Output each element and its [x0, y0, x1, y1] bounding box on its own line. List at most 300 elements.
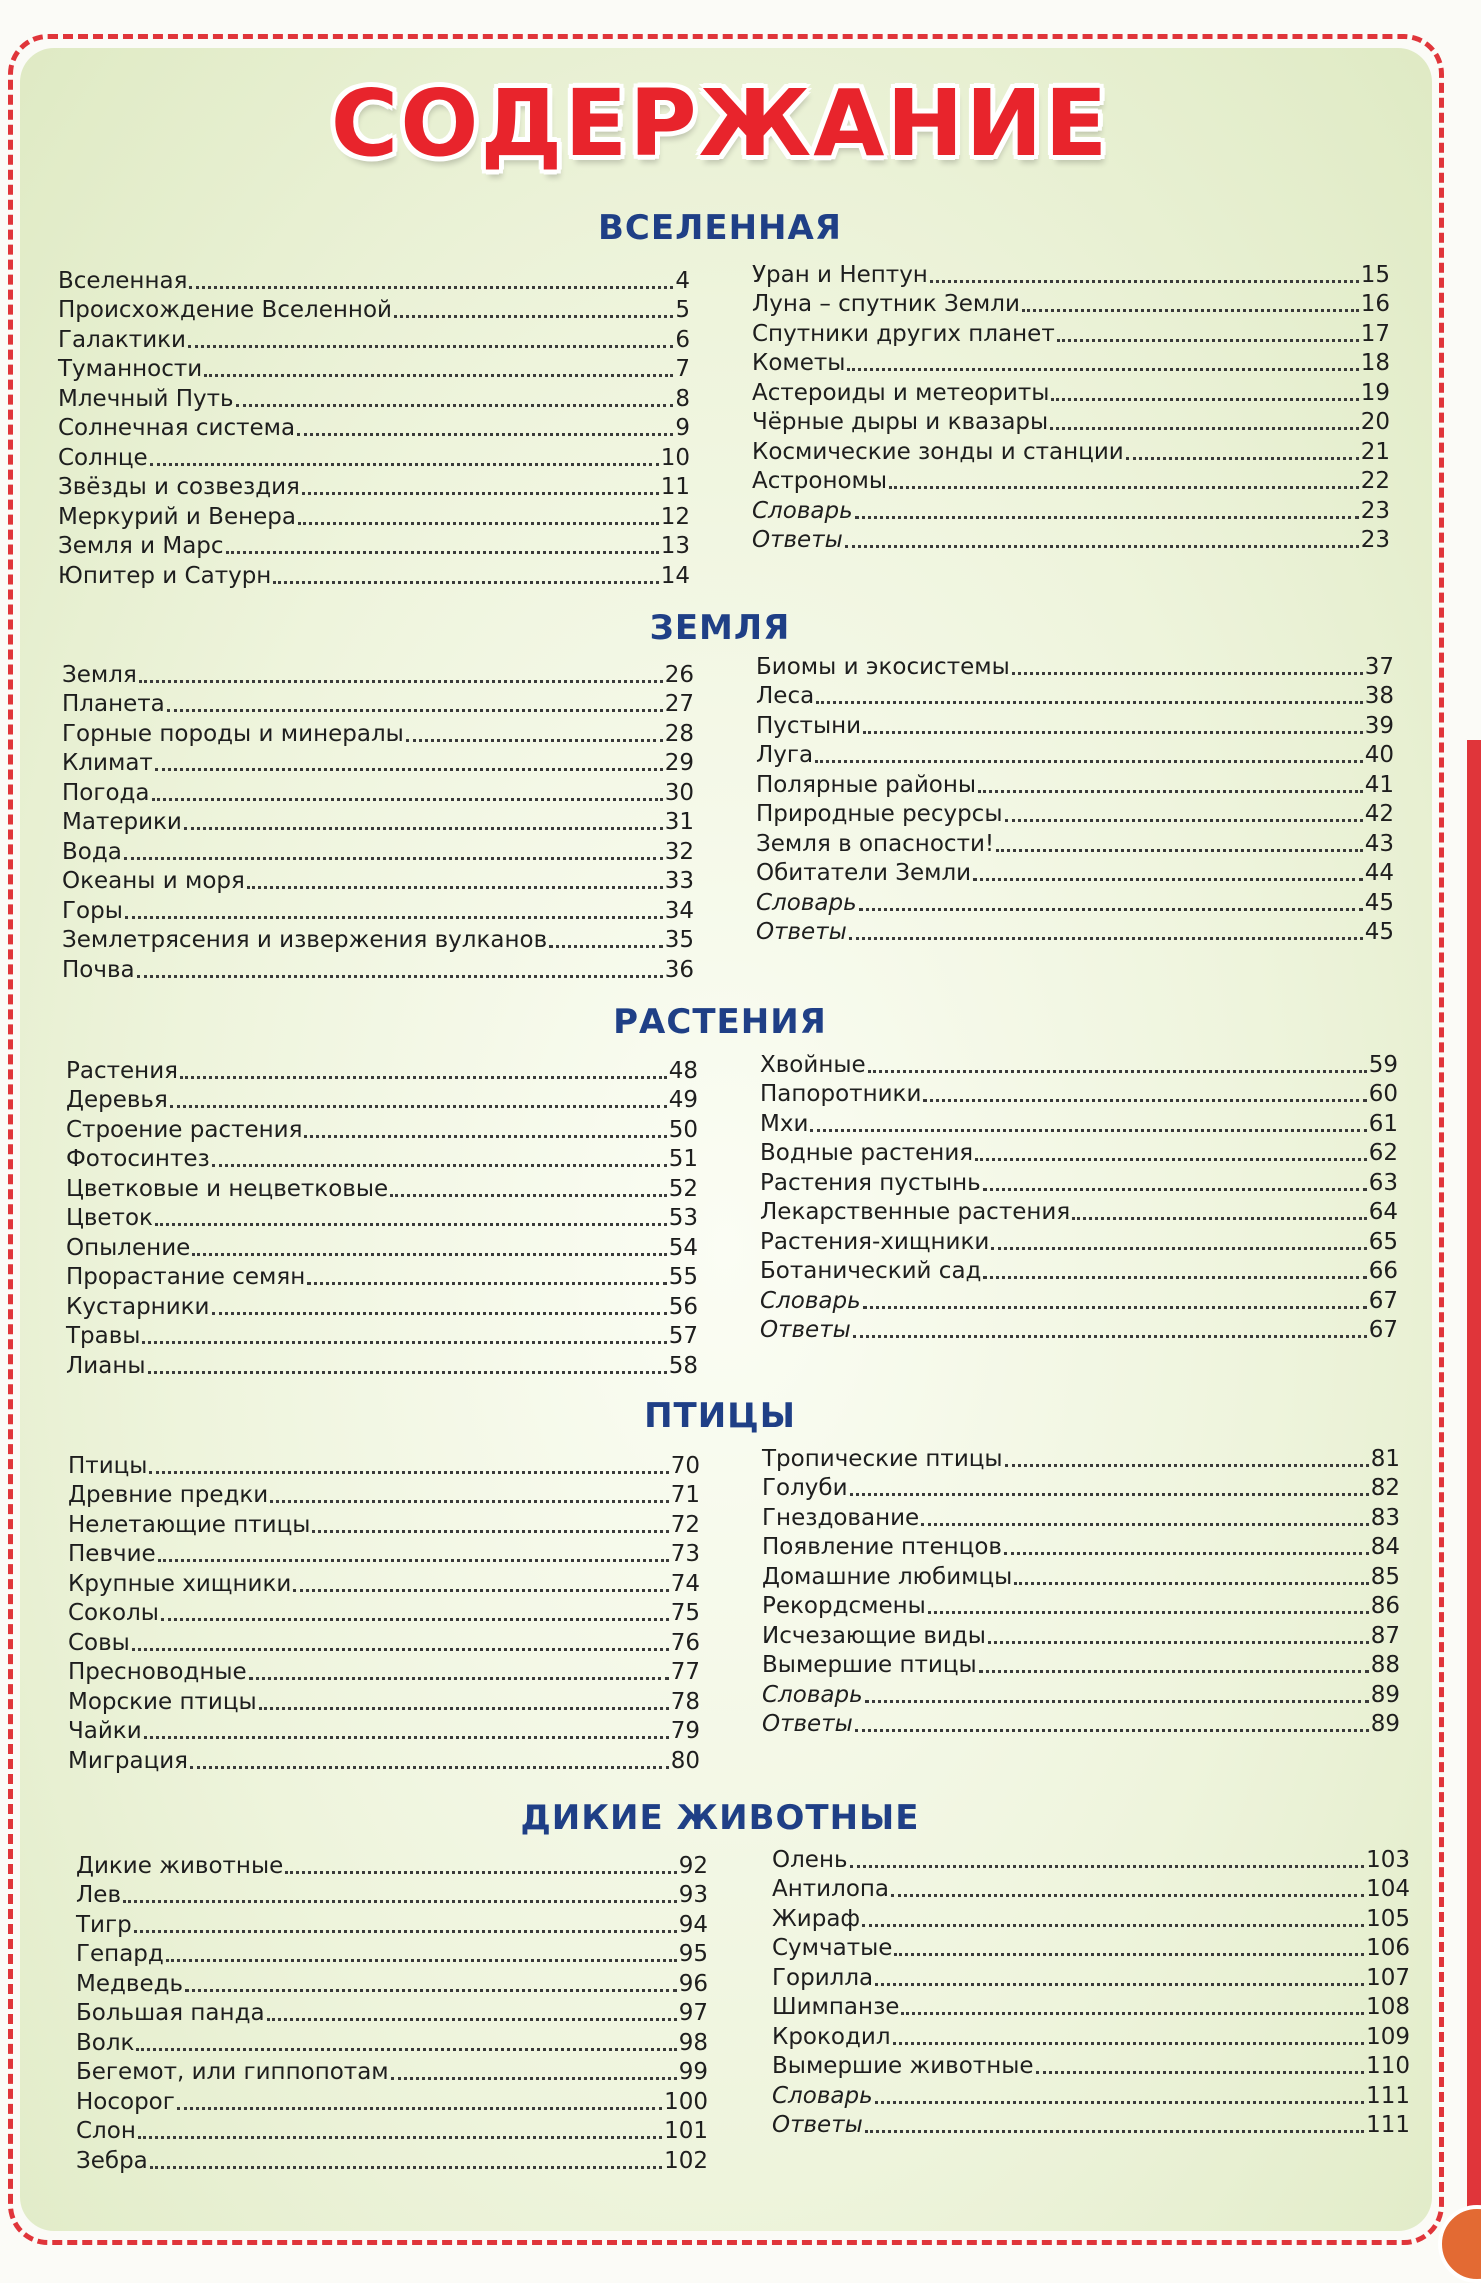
toc-entry[interactable] — [62, 747, 694, 777]
toc-entry-label: Ответы — [756, 919, 847, 945]
toc-entry-page: 32 — [664, 838, 694, 865]
toc-entry-label: Строение растения — [66, 1116, 303, 1143]
toc-entry-label: Спутники других планет — [752, 320, 1055, 347]
toc-entry[interactable] — [76, 1849, 708, 1879]
dot-leader — [853, 1335, 1367, 1338]
dot-leader — [134, 1930, 677, 1933]
toc-entry[interactable] — [752, 376, 1390, 406]
toc-entry-page: 74 — [670, 1570, 700, 1597]
toc-entry-page: 51 — [668, 1146, 698, 1172]
toc-entry-label: Древние предки — [68, 1482, 269, 1508]
dot-leader — [901, 2012, 1364, 2015]
toc-entry-label: Голуби — [762, 1475, 848, 1501]
dot-leader — [996, 849, 1363, 852]
toc-entry-label: Астрономы — [752, 468, 888, 494]
toc-entry[interactable] — [62, 835, 694, 865]
dot-leader — [249, 1677, 669, 1680]
toc-entry-page: 11 — [660, 474, 690, 500]
dot-leader — [155, 1223, 667, 1226]
toc-column-right — [752, 258, 1390, 553]
dot-leader — [815, 760, 1363, 763]
dot-leader — [259, 1707, 669, 1710]
toc-entry-label: Крокодил — [772, 2023, 891, 2050]
dot-leader — [304, 1135, 666, 1138]
toc-entry[interactable] — [772, 1902, 1410, 1932]
toc-entry-label: Ответы — [760, 1317, 851, 1343]
toc-entry-page: 29 — [664, 750, 694, 776]
toc-entry-label: Рекордсмены — [762, 1593, 926, 1619]
dot-leader — [855, 516, 1359, 519]
toc-entry-page: 33 — [664, 868, 694, 894]
toc-entry-page: 111 — [1366, 2082, 1410, 2109]
toc-entry-page: 63 — [1368, 1169, 1398, 1196]
toc-entry[interactable] — [760, 1225, 1398, 1255]
toc-entry-label: Астероиды и метеориты — [752, 379, 1050, 406]
toc-entry-label: Кустарники — [66, 1293, 210, 1320]
toc-entry[interactable] — [772, 2020, 1410, 2050]
toc-entry-label: Природные ресурсы — [756, 801, 1003, 827]
toc-entry-label: Вымершие птицы — [762, 1652, 977, 1678]
toc-entry-page: 93 — [678, 1882, 708, 1908]
toc-entry[interactable] — [772, 1932, 1410, 1962]
toc-entry[interactable] — [62, 865, 694, 895]
toc-entry-label: Обитатели Земли — [756, 860, 972, 886]
toc-column-right — [756, 650, 1394, 945]
dot-leader — [161, 1618, 669, 1621]
dot-leader — [988, 1641, 1369, 1644]
toc-entry[interactable] — [76, 1938, 708, 1968]
dot-leader — [845, 545, 1359, 548]
dot-leader — [158, 1559, 669, 1562]
toc-entry-page: 83 — [1370, 1504, 1400, 1531]
toc-entry-label: Происхождение Вселенной — [58, 297, 392, 323]
toc-entry-label: Деревья — [66, 1087, 168, 1113]
toc-entry[interactable] — [58, 294, 690, 324]
toc-entry[interactable] — [756, 827, 1394, 857]
toc-entry-label: Климат — [62, 750, 153, 776]
toc-entry-page: 97 — [678, 2000, 708, 2026]
toc-entry-page: 88 — [1370, 1652, 1400, 1678]
toc-entry[interactable] — [752, 524, 1390, 554]
toc-entry[interactable] — [772, 2079, 1410, 2109]
toc-entry-label: Травы — [66, 1323, 141, 1349]
toc-entry-label: Млечный Путь — [58, 385, 234, 412]
toc-entry[interactable] — [66, 1349, 698, 1379]
toc-entry-page: 57 — [668, 1323, 698, 1349]
toc-entry-page: 82 — [1370, 1475, 1400, 1501]
toc-entry[interactable] — [76, 1879, 708, 1909]
dot-leader — [267, 2018, 677, 2021]
dot-leader — [167, 709, 663, 712]
toc-entry-label: Туманности — [58, 356, 203, 382]
toc-entry-label: Хвойные — [760, 1051, 866, 1078]
toc-entry-label: Лианы — [66, 1352, 146, 1379]
toc-entry[interactable] — [762, 1442, 1400, 1472]
toc-entry-page: 45 — [1364, 889, 1394, 916]
toc-entry-page: 36 — [664, 956, 694, 983]
dot-leader — [226, 551, 659, 554]
toc-entry[interactable] — [62, 717, 694, 747]
toc-entry-label: Папоротники — [760, 1081, 922, 1107]
toc-entry-page: 6 — [675, 326, 690, 353]
toc-entry[interactable] — [58, 530, 690, 560]
toc-column-right — [760, 1048, 1398, 1343]
toc-entry-page: 56 — [668, 1293, 698, 1320]
toc-entry[interactable] — [58, 382, 690, 412]
dot-leader — [132, 1648, 669, 1651]
toc-entry[interactable] — [62, 924, 694, 954]
toc-entry-label: Бегемот, или гиппопотам — [76, 2059, 389, 2085]
toc-entry[interactable] — [66, 1231, 698, 1261]
toc-entry-page: 34 — [664, 897, 694, 924]
toc-entry-page: 28 — [664, 720, 694, 747]
dot-leader — [298, 522, 659, 525]
toc-entry-label: Водные растения — [760, 1140, 974, 1166]
toc-entry[interactable] — [752, 347, 1390, 377]
dot-leader — [983, 1276, 1366, 1279]
toc-entry-page: 78 — [670, 1688, 700, 1715]
toc-entry[interactable] — [760, 1284, 1398, 1314]
toc-entry[interactable] — [762, 1560, 1400, 1590]
dot-leader — [150, 463, 659, 466]
toc-entry-label: Словарь — [760, 1287, 861, 1314]
toc-entry-label: Земля в опасности! — [756, 830, 995, 857]
toc-entry[interactable] — [62, 894, 694, 924]
toc-entry-page: 62 — [1368, 1140, 1398, 1166]
toc-entry-page: 55 — [668, 1264, 698, 1290]
toc-entry[interactable] — [58, 353, 690, 383]
toc-entry-label: Опыление — [66, 1234, 191, 1261]
toc-entry-label: Ответы — [762, 1711, 853, 1737]
toc-entry-page: 38 — [1364, 683, 1394, 709]
toc-entry-page: 23 — [1360, 497, 1390, 524]
toc-entry[interactable] — [752, 435, 1390, 465]
toc-entry-page: 95 — [678, 1941, 708, 1967]
dot-leader — [236, 404, 674, 407]
toc-entry-page: 109 — [1366, 2023, 1410, 2050]
dot-leader — [979, 1670, 1369, 1673]
toc-entry-label: Шимпанзе — [772, 1994, 900, 2020]
toc-entry-label: Вода — [62, 838, 122, 865]
dot-leader — [144, 1736, 669, 1739]
dot-leader — [921, 1523, 1369, 1526]
toc-entry-label: Цветок — [66, 1205, 153, 1231]
toc-entry-label: Певчие — [68, 1541, 156, 1567]
toc-column-left — [68, 1449, 700, 1774]
toc-entry-page: 64 — [1368, 1199, 1398, 1225]
toc-entry[interactable] — [762, 1678, 1400, 1708]
toc-entry[interactable] — [752, 465, 1390, 495]
section-title: ВСЕЛЕННАЯ — [598, 208, 842, 248]
toc-entry-page: 102 — [664, 2147, 708, 2174]
dot-leader — [138, 2136, 662, 2139]
toc-entry-page: 65 — [1368, 1228, 1398, 1255]
dot-leader — [391, 2077, 677, 2080]
toc-entry[interactable] — [76, 1908, 708, 1938]
toc-entry[interactable] — [66, 1054, 698, 1084]
toc-entry[interactable] — [68, 1744, 700, 1774]
dot-leader — [166, 1959, 677, 1962]
toc-entry[interactable] — [760, 1166, 1398, 1196]
toc-entry[interactable] — [66, 1113, 698, 1143]
toc-entry-label: Чайки — [68, 1718, 142, 1744]
toc-entry[interactable] — [772, 1873, 1410, 1903]
toc-entry[interactable] — [760, 1255, 1398, 1285]
page-number-badge — [1438, 2205, 1481, 2283]
toc-entry[interactable] — [62, 776, 694, 806]
toc-entry[interactable] — [772, 1843, 1410, 1873]
toc-entry[interactable] — [762, 1501, 1400, 1531]
toc-entry[interactable] — [756, 768, 1394, 798]
toc-entry-page: 40 — [1364, 742, 1394, 768]
dot-leader — [270, 1500, 668, 1503]
dot-leader — [124, 857, 663, 860]
toc-entry[interactable] — [756, 650, 1394, 680]
toc-entry[interactable] — [76, 2026, 708, 2056]
toc-entry[interactable] — [76, 2056, 708, 2086]
toc-entry[interactable] — [756, 857, 1394, 887]
toc-entry-label: Прорастание семян — [66, 1264, 306, 1290]
toc-entry[interactable] — [756, 798, 1394, 828]
toc-entry[interactable] — [58, 323, 690, 353]
toc-entry-label: Уран и Нептун — [752, 261, 928, 288]
toc-entry-page: 37 — [1364, 653, 1394, 680]
toc-entry[interactable] — [68, 1449, 700, 1479]
toc-entry[interactable] — [62, 953, 694, 983]
dot-leader — [136, 2048, 676, 2051]
dot-leader — [150, 2166, 662, 2169]
toc-entry[interactable] — [68, 1626, 700, 1656]
toc-entry[interactable] — [756, 709, 1394, 739]
toc-entry[interactable] — [68, 1479, 700, 1509]
toc-entry-label: Морские птицы — [68, 1688, 257, 1715]
toc-entry[interactable] — [58, 441, 690, 471]
toc-entry[interactable] — [58, 559, 690, 589]
toc-entry-page: 80 — [670, 1747, 700, 1774]
toc-entry-page: 98 — [678, 2029, 708, 2056]
dot-leader — [149, 1471, 668, 1474]
toc-entry-label: Тропические птицы — [762, 1445, 1003, 1472]
toc-entry[interactable] — [58, 471, 690, 501]
toc-entry-label: Солнце — [58, 444, 148, 471]
toc-entry[interactable] — [66, 1320, 698, 1350]
toc-entry-page: 77 — [670, 1659, 700, 1685]
toc-entry-page: 39 — [1364, 712, 1394, 739]
toc-entry[interactable] — [58, 264, 690, 294]
dot-leader — [875, 1983, 1364, 1986]
toc-entry-label: Горы — [62, 897, 123, 924]
toc-entry[interactable] — [62, 658, 694, 688]
toc-entry-page: 19 — [1360, 379, 1390, 406]
toc-entry-page: 13 — [660, 533, 690, 559]
toc-entry-page: 9 — [675, 415, 690, 441]
toc-entry-label: Словарь — [762, 1681, 863, 1708]
toc-entry-label: Исчезающие виды — [762, 1622, 986, 1649]
toc-entry[interactable] — [68, 1656, 700, 1686]
toc-entry-label: Горилла — [772, 1964, 874, 1991]
toc-entry[interactable] — [760, 1314, 1398, 1344]
toc-entry[interactable] — [66, 1202, 698, 1232]
toc-entry[interactable] — [58, 412, 690, 442]
section-title: ПТИЦЫ — [644, 1396, 796, 1436]
toc-entry-page: 70 — [670, 1452, 700, 1479]
toc-entry-page: 76 — [670, 1629, 700, 1656]
toc-entry[interactable] — [62, 688, 694, 718]
toc-entry-label: Носорог — [76, 2088, 175, 2115]
toc-entry-label: Землетрясения и извержения вулканов — [62, 927, 548, 953]
toc-entry-label: Луна – спутник Земли — [752, 291, 1020, 317]
dot-leader — [923, 1099, 1366, 1102]
toc-entry-label: Гнездование — [762, 1504, 920, 1531]
toc-entry[interactable] — [76, 2115, 708, 2145]
toc-entry[interactable] — [68, 1597, 700, 1627]
toc-entry[interactable] — [762, 1590, 1400, 1620]
toc-entry[interactable] — [66, 1143, 698, 1173]
toc-entry-label: Горные породы и минералы — [62, 720, 404, 747]
toc-entry[interactable] — [66, 1261, 698, 1291]
dot-leader — [865, 2130, 1364, 2133]
toc-entry[interactable] — [762, 1531, 1400, 1561]
dot-leader — [123, 1900, 677, 1903]
toc-entry[interactable] — [756, 886, 1394, 916]
dot-leader — [285, 1871, 676, 1874]
section-title: ЗЕМЛЯ — [649, 608, 791, 648]
toc-entry[interactable] — [76, 2144, 708, 2174]
toc-entry[interactable] — [752, 317, 1390, 347]
toc-entry[interactable] — [62, 806, 694, 836]
toc-entry[interactable] — [756, 739, 1394, 769]
toc-entry-page: 16 — [1360, 291, 1390, 317]
toc-entry[interactable] — [68, 1567, 700, 1597]
page-title: СОДЕРЖАНИЕ — [330, 70, 1110, 177]
dot-leader — [1022, 309, 1359, 312]
dot-leader — [983, 1188, 1367, 1191]
dot-leader — [406, 739, 663, 742]
toc-entry-page: 7 — [675, 356, 690, 382]
toc-entry[interactable] — [772, 2109, 1410, 2139]
toc-entry-page: 15 — [1360, 261, 1390, 288]
toc-entry-label: Земля — [62, 661, 137, 688]
toc-entry-label: Юпитер и Сатурн — [58, 562, 272, 589]
toc-entry[interactable] — [752, 258, 1390, 288]
dot-leader — [862, 1924, 1364, 1927]
toc-entry[interactable] — [76, 1997, 708, 2027]
toc-entry[interactable] — [772, 1961, 1410, 1991]
toc-entry[interactable] — [760, 1048, 1398, 1078]
dot-leader — [1004, 1552, 1369, 1555]
toc-entry-page: 45 — [1364, 919, 1394, 945]
toc-entry[interactable] — [68, 1715, 700, 1745]
toc-entry-label: Миграция — [68, 1747, 189, 1774]
toc-entry[interactable] — [68, 1538, 700, 1568]
toc-entry-label: Меркурий и Венера — [58, 503, 296, 530]
toc-entry[interactable] — [756, 916, 1394, 946]
toc-entry-label: Галактики — [58, 326, 186, 353]
toc-entry[interactable] — [66, 1084, 698, 1114]
dot-leader — [180, 1076, 667, 1079]
toc-entry-label: Тигр — [76, 1911, 132, 1938]
toc-entry[interactable] — [752, 406, 1390, 436]
dot-leader — [865, 1700, 1369, 1703]
toc-entry[interactable] — [76, 2085, 708, 2115]
toc-entry-page: 94 — [678, 1911, 708, 1938]
toc-entry-page: 27 — [664, 691, 694, 717]
toc-entry-label: Планета — [62, 691, 165, 717]
dot-leader — [847, 368, 1358, 371]
dot-leader — [137, 975, 663, 978]
toc-entry[interactable] — [58, 500, 690, 530]
toc-entry[interactable] — [66, 1172, 698, 1202]
dot-leader — [975, 1158, 1367, 1161]
toc-entry-label: Жираф — [772, 1905, 861, 1932]
toc-entry-label: Словарь — [772, 2082, 873, 2109]
dot-leader — [273, 581, 658, 584]
toc-entry-label: Появление птенцов — [762, 1534, 1002, 1560]
toc-entry[interactable] — [762, 1619, 1400, 1649]
dot-leader — [891, 1894, 1364, 1897]
toc-entry-page: 20 — [1360, 409, 1390, 435]
toc-entry[interactable] — [772, 1991, 1410, 2021]
toc-entry[interactable] — [752, 494, 1390, 524]
dot-leader — [894, 1953, 1364, 1956]
toc-entry-label: Пресноводные — [68, 1659, 247, 1685]
toc-entry-page: 85 — [1370, 1563, 1400, 1590]
toc-entry[interactable] — [760, 1078, 1398, 1108]
toc-entry[interactable] — [760, 1196, 1398, 1226]
toc-entry-page: 61 — [1368, 1110, 1398, 1137]
dot-leader — [1057, 339, 1359, 342]
dot-leader — [863, 1306, 1367, 1309]
dot-leader — [1126, 457, 1359, 460]
toc-entry[interactable] — [760, 1107, 1398, 1137]
toc-entry-label: Домашние любимцы — [762, 1563, 1013, 1590]
toc-entry[interactable] — [762, 1649, 1400, 1679]
toc-entry[interactable] — [756, 680, 1394, 710]
toc-entry-label: Космические зонды и станции — [752, 438, 1124, 465]
toc-entry-page: 75 — [670, 1600, 700, 1626]
toc-entry[interactable] — [66, 1290, 698, 1320]
dot-leader — [394, 315, 673, 318]
toc-entry-label: Антилопа — [772, 1876, 890, 1902]
toc-entry-page: 26 — [664, 661, 694, 688]
dot-leader — [1012, 672, 1363, 675]
toc-entry-label: Леса — [756, 683, 815, 709]
toc-entry-label: Олень — [772, 1846, 848, 1873]
toc-entry-page: 22 — [1360, 468, 1390, 494]
dot-leader — [893, 2042, 1365, 2045]
toc-entry[interactable] — [762, 1472, 1400, 1502]
toc-entry[interactable] — [762, 1708, 1400, 1738]
toc-entry[interactable] — [772, 2050, 1410, 2080]
toc-column-right — [772, 1843, 1410, 2138]
dot-leader — [1050, 427, 1359, 430]
toc-entry-label: Волк — [76, 2029, 135, 2056]
toc-entry-page: 30 — [664, 779, 694, 806]
dot-leader — [810, 1129, 1366, 1132]
toc-entry[interactable] — [760, 1137, 1398, 1167]
toc-entry-page: 31 — [664, 809, 694, 835]
toc-entry[interactable] — [752, 288, 1390, 318]
toc-entry-label: Словарь — [756, 889, 857, 916]
dot-leader — [293, 1589, 668, 1592]
toc-entry[interactable] — [68, 1685, 700, 1715]
toc-entry-label: Цветковые и нецветковые — [66, 1175, 389, 1202]
toc-entry[interactable] — [76, 1967, 708, 1997]
dot-leader — [978, 790, 1363, 793]
toc-entry-label: Зебра — [76, 2147, 148, 2174]
toc-entry[interactable] — [68, 1508, 700, 1538]
toc-entry-label: Ответы — [752, 527, 843, 553]
